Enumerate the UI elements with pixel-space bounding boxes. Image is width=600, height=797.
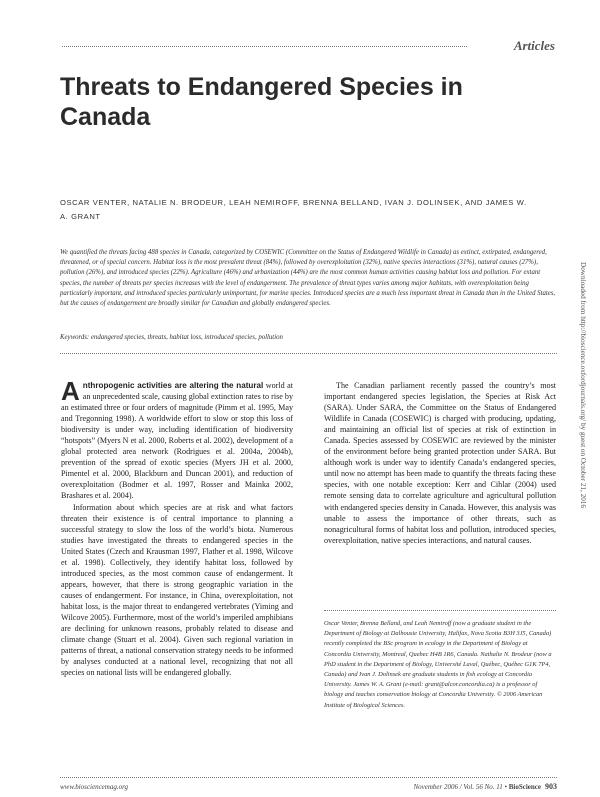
- body-column-left: [61, 376, 293, 678]
- body-paragraph: Information about which species are at risk and what factors threaten their existence is of central importance to planning a successful strategy to slow the loss of the world’s biota. Numerous studies have investigated the threats to endangered species in the United States (Czech and Krausman 1997, Flather et al. 1998, Wilcove et al. 1998). Collectively, they identify habitat loss, followed by introduced species, as the most common cause of endangerment. It appears, however, that there is strong geographic variation in the causes of endangerment. For instance, in China, overexploitation, not habitat loss, is the major threat to endangered vertebrates (Yiming and Wilcove 2005). Furthermore, most of the world’s imperiled amphibians are declining for unknown reasons, probably related to disease and climate change (Stuart et al. 2004). Given such regional variation in patterns of threat, a national conservation strategy needs to be informed by analyses conducted at a national level, recognizing that not all species on national lists will be endangered globally.: [61, 502, 293, 678]
- article-title: Threats to Endangered Species in Canada: [60, 73, 463, 131]
- body-paragraph: [61, 376, 293, 502]
- author-note: Oscar Venter, Brenna Belland, and Leah Nemiroff (now a graduate student in the Department of Biology at Dalhousie University, Halifax, Nova Scotia B3H 3J5, Canada) recently completed the BSc program in ecology in the Department of Biology at Concordia University, Montreal, Quebec H4B 1R6, Canada. Nathalie N. Brodeur (now a PhD student in the Department of Biology, Université Laval, Québec, Québec G1K 7P4, Canada) and Ivan J. Dolinsek are graduate students in fish ecology at Concordia University. James W. A. Grant (e-mail: grant@alcor.concordia.ca) is a professor of biology and teaches conservation biology at Concordia University. © 2006 American Institute of Biological Sciences.: [324, 620, 552, 709]
- section-label: Articles: [513, 38, 555, 53]
- body-column-right: [324, 380, 556, 546]
- body-paragraph: The Canadian parliament recently passed the country’s most important endangered species legislation, the Species at Risk Act (SARA). Under SARA, the Committee on the Status of Endangered Wildlife in Canada (COSEWIC) is charged with producing, updating, and maintaining an official list of species at risk of extinction in Canada. Species assessed by COSEWIC are reviewed by the minister of the environment before being granted protection under SARA. But although work is under way to identify Canada’s endangered species, until now no attempt has been made to quantify the threats facing these species, with one notable exception: Kerr and Cihlar (2004) used remote sensing data to correlate agriculture and agricultural pollution with endangered species density in Canada. However, this analysis was unable to assess the importance of other threats, such as nonagricultural forms of habitat loss and pollution, introduced species, overexploitation, native species interactions, and natural causes.: [324, 381, 556, 545]
- footer-issue: [413, 782, 557, 791]
- journal-name: BioScience: [508, 783, 541, 791]
- keywords: Keywords: endangered species, threats, habitat loss, introduced species, pollution: [60, 334, 283, 341]
- download-notice: [578, 262, 588, 742]
- paragraph-text: world at an unprecedented scale, causing global extinction rates to rise by an estimated three or four orders of magnitude (Pimm et al. 1995, May and Tregonning 1998). A worldwide effort to slow or stop this loss of biodiversity is under way, including identification of biodiversity “hotspots” (Myers N et al. 2000, Roberts et al. 2002), development of a global protected area network (Rodrigues et al. 2004a, 2004b), prevention of the spread of exotic species (Myers JH et al. 2000, Pimentel et al. 2000, Blackburn and Duncan 2001), and reduction of overexploitation (Bodmer et al. 1997, Rosser and Mainka 2002, Brashares et al. 2004).: [61, 381, 293, 501]
- section-divider: [62, 46, 467, 47]
- page-number: 903: [545, 782, 557, 791]
- abstract-divider: [60, 353, 557, 354]
- author-note-divider: [324, 610, 556, 611]
- issue-info: November 2006 / Vol. 56 No. 11 •: [413, 783, 507, 791]
- download-notice-text: Downloaded from http://bioscience.oxfordjournals.org/ by guest on October 21, 2016: [579, 262, 587, 508]
- footer-divider: [60, 777, 557, 778]
- author-list: OSCAR VENTER, NATALIE N. BRODEUR, LEAH NEMIROFF, BRENNA BELLAND, IVAN J. DOLINSEK, AND JAMES W. A. GRANT: [60, 198, 527, 221]
- drop-cap: A: [61, 376, 80, 406]
- abstract: We quantified the threats facing 488 species in Canada, categorized by COSEWIC (Committee on the Status of Endangered Wildlife in Canada) as extinct, extirpated, endangered, threatened, or of special concern. Habitat loss is the most prevalent threat (84%), followed by overexploitation (32%), native species interactions (31%), natural causes (27%), pollution (26%), and introduced species (22%). Agriculture (46%) and urbanization (44%) are the most common human activities causing habitat loss and pollution. For extant species, the number of threats per species increases with the level of endangerment. The prevalence of threat types varies among major habitats, with overexploitation being particularly important, and introduced species particularly unimportant, for marine species. Introduced species are a much less important threat in Canada than in the United States, but the causes of endangerment are broadly similar for Canadian and globally endangered species.: [60, 249, 556, 308]
- footer-website[interactable]: www.biosciencemag.org: [60, 783, 129, 791]
- lead-in: nthropogenic activities are altering the natural: [82, 381, 264, 390]
